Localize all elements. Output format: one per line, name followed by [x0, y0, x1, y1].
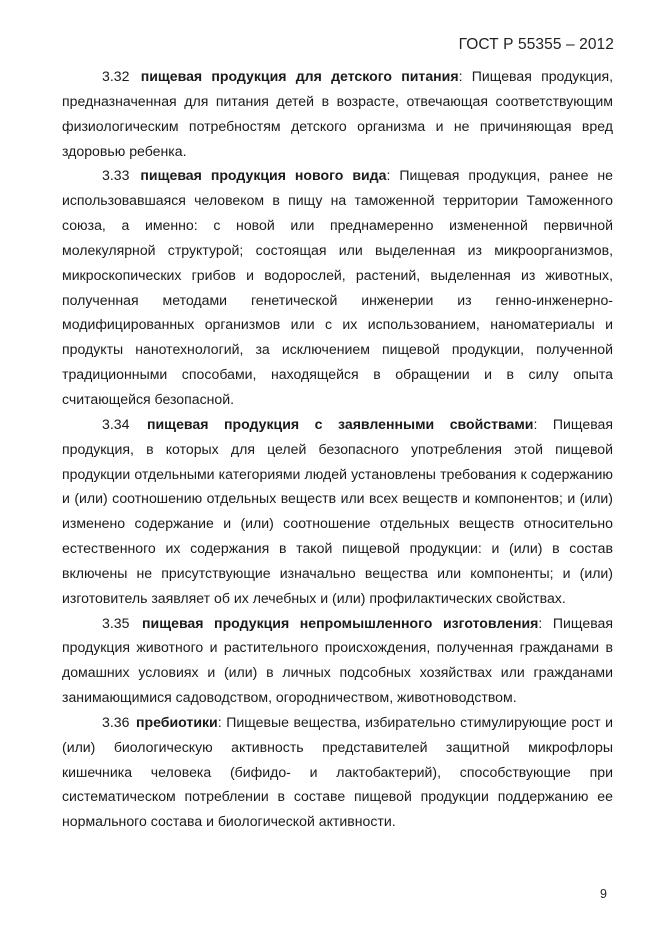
term: пищевая продукция с заявленными свойствами	[147, 415, 534, 432]
term: пребиотики	[136, 713, 218, 730]
definition-text: Пищевая продукция, предназначенная для питания детей в возрасте, отвечающая соответствующим физиологическим потребностям детского организма и не причиняющая вред здоровью ребенка.	[62, 68, 613, 159]
section-number: 3.34	[102, 415, 130, 432]
definition-3-33: 3.33 пищевая продукция нового вида: Пищевая продукция, ранее не использовавшаяся человеком в пищу на таможенной территории Таможенного союза, а именно: с новой или преднамеренно измененной первичной молекулярной структурой; состоящая или выделенная из микроорганизмов, микроскопических грибов и водорослей, растений, выделенная из животных, полученная методами генетической инженерии из генно-инженерно-модифицированных организмов или с их использованием, наноматериалы и продукты нанотехнологий, за исключением пищевой продукции, полученной традиционными способами, находящейся в обращении и в силу опыта считающейся безопасной.	[62, 167, 614, 407]
definition-text: Пищевая продукция животного и растительного происхождения, полученная гражданами в домашних условиях и (или) в личных подсобных хозяйствах или гражданами занимающимися садоводством, огородничеством, животноводством.	[62, 614, 613, 706]
definition-text: Пищевые вещества, избирательно стимулирующие рост и (или) биологическую активность представителей защитной микрофлоры кишечника человека (бифидо- и лактобактерий), способствующие при систематическом потреблении в составе пищевой продукции поддержанию ее нормального состава и биологической активности.	[62, 713, 613, 830]
section-number: 3.35	[102, 614, 130, 631]
definition-text: Пищевая продукция, ранее не использовавшаяся человеком в пищу на таможенной территории Таможенного союза, а именно: с новой или преднамеренно измененной первичной молекулярной структурой; состоящая или выделенная из микроорганизмов, микроскопических грибов и водорослей, растений, выделенная из животных, полученная методами генетической инженерии из генно-инженерно-модифицированных организмов или с их использованием, наноматериалы и продукты нанотехнологий, за исключением пищевой продукции, полученной традиционными способами, находящейся в обращении и в силу опыта считающейся безопасной.	[62, 167, 614, 407]
definition-3-32: 3.32 пищевая продукция для детского питания: Пищевая продукция, предназначенная для питания детей в возрасте, отвечающая соответствующим физиологическим потребностям детского организма и не причиняющая вред здоровью ребенка.	[62, 68, 613, 159]
definition-3-36: 3.36 пребиотики: Пищевые вещества, избирательно стимулирующие рост и (или) биологическую активность представителей защитной микрофлоры кишечника человека (бифидо- и лактобактерий), способствующие при систематическом потреблении в составе пищевой продукции поддержанию ее нормального состава и биологической активности.	[62, 713, 613, 830]
section-number: 3.36	[102, 713, 130, 730]
definition-3-35: 3.35 пищевая продукция непромышленного изготовления: Пищевая продукция животного и растительного происхождения, полученная гражданами в домашних условиях и (или) в личных подсобных хозяйствах или гражданами занимающимися садоводством, огородничеством, животноводством.	[62, 614, 613, 706]
section-number: 3.32	[102, 68, 130, 84]
term: пищевая продукция непромышленного изготовления	[142, 614, 539, 631]
definition-3-34: 3.34 пищевая продукция с заявленными свойствами: Пищевая продукция, в которых для целей безопасного употребления этой пищевой продукции отдельными категориями людей установлены требования к содержанию и (или) соотношению отдельных веществ или всех веществ и компонентов; и (или) изменено содержание и (или) соотношение отдельных веществ относительно естественного их содержания в такой пищевой продукции: и (или) в состав включены не присутствующие изначально вещества или компоненты; и (или) изготовитель заявляет об их лечебных и (или) профилактических свойствах.	[62, 415, 613, 606]
document-body	[62, 64, 613, 834]
term: пищевая продукция нового вида	[140, 167, 387, 184]
term: пищевая продукция для детского питания	[140, 68, 459, 84]
definition-text: Пищевая продукция, в которых для целей безопасного употребления этой пищевой продукции отдельными категориями людей установлены требования к содержанию и (или) соотношению отдельных веществ или всех веществ и компонентов; и (или) изменено содержание и (или) соотношение отдельных веществ относительно естественного их содержания в такой пищевой продукции: и (или) в состав включены не присутствующие изначально вещества или компоненты; и (или) изготовитель заявляет об их лечебных и (или) профилактических свойствах.	[62, 415, 613, 606]
page-number: 9	[600, 887, 607, 901]
section-number: 3.33	[102, 167, 130, 184]
document-header: ГОСТ Р 55355 – 2012	[458, 36, 614, 53]
